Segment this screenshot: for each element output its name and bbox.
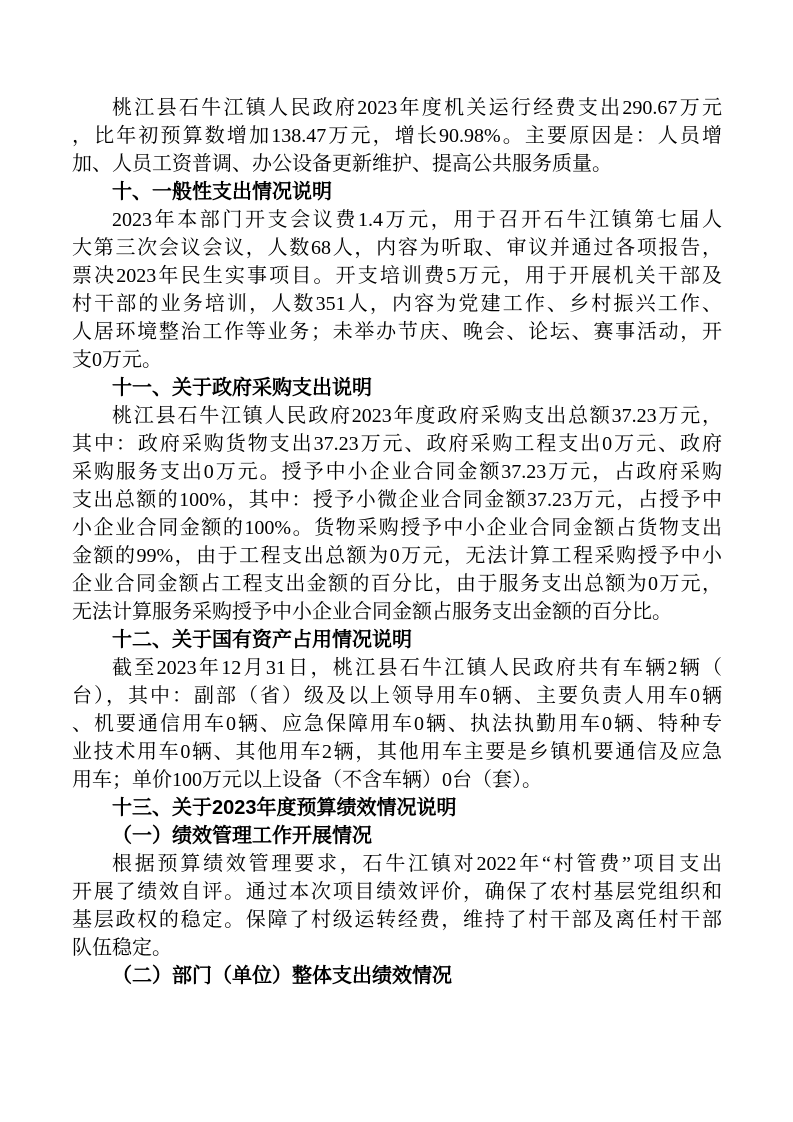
text-line: 开展了绩效自评。通过本次项目绩效评价，确保了农村基层党组织和	[72, 881, 722, 903]
text-line: 小企业合同金额的100%。货物采购授予中小企业合同金额占货物支出	[72, 517, 722, 539]
text-line: 支0万元。	[72, 349, 162, 371]
text-line: 基层政权的稳定。保障了村级运转经费，维持了村干部及离任村干部	[72, 909, 722, 931]
text-line: 根据预算绩效管理要求，石牛江镇对2022年“村管费”项目支出	[112, 853, 722, 875]
text-line: 票决2023年民生实事项目。开支培训费5万元，用于开展机关干部及	[72, 265, 722, 287]
section-heading: （二）部门（单位）整体支出绩效情况	[112, 965, 452, 987]
section-heading: 十三、关于2023年度预算绩效情况说明	[112, 797, 457, 819]
text-line: 无法计算服务采购授予中小企业合同金额占服务支出金额的百分比。	[72, 601, 672, 623]
text-line: 用车；单价100万元以上设备（不含车辆）0台（套）。	[72, 769, 542, 791]
text-line: 其中：政府采购货物支出37.23万元、政府采购工程支出0万元、政府	[72, 433, 722, 455]
text-line: ，比年初预算数增加138.47万元，增长90.98%。主要原因是：人员增	[72, 125, 722, 147]
text-line: 企业合同金额占工程支出金额的百分比，由于服务支出总额为0万元，	[72, 573, 722, 595]
text-line: 支出总额的100%，其中：授予小微企业合同金额37.23万元，占授予中	[72, 489, 722, 511]
section-heading: （一）绩效管理工作开展情况	[112, 825, 372, 847]
text-line: 金额的99%，由于工程支出总额为0万元，无法计算工程采购授予中小	[72, 545, 722, 567]
text-line: 人居环境整治工作等业务；未举办节庆、晚会、论坛、赛事活动，开	[72, 321, 722, 343]
text-line: 采购服务支出0万元。授予中小企业合同金额37.23万元，占政府采购	[72, 461, 722, 483]
text-line: 2023年本部门开支会议费1.4万元，用于召开石牛江镇第七届人	[112, 209, 722, 231]
text-line: 截至2023年12月31日，桃江县石牛江镇人民政府共有车辆2辆（	[112, 657, 722, 679]
section-heading: 十二、关于国有资产占用情况说明	[112, 629, 412, 651]
text-line: 、机要通信用车0辆、应急保障用车0辆、执法执勤用车0辆、特种专	[72, 713, 722, 735]
text-line: 台），其中：副部（省）级及以上领导用车0辆、主要负责人用车0辆	[72, 685, 722, 707]
document-body	[72, 94, 722, 990]
section-heading: 十、一般性支出情况说明	[112, 181, 332, 203]
text-line: 队伍稳定。	[72, 937, 172, 959]
text-line: 加、人员工资普调、办公设备更新维护、提高公共服务质量。	[72, 153, 612, 175]
text-line: 业技术用车0辆、其他用车2辆，其他用车主要是乡镇机要通信及应急	[72, 741, 722, 763]
text-line: 桃江县石牛江镇人民政府2023年度机关运行经费支出290.67万元	[112, 97, 722, 119]
text-line: 村干部的业务培训，人数351人，内容为党建工作、乡村振兴工作、	[72, 293, 722, 315]
text-line: 大第三次会议会议，人数68人，内容为听取、审议并通过各项报告，	[72, 237, 722, 259]
section-heading: 十一、关于政府采购支出说明	[112, 377, 372, 399]
text-line: 桃江县石牛江镇人民政府2023年度政府采购支出总额37.23万元，	[112, 405, 722, 427]
